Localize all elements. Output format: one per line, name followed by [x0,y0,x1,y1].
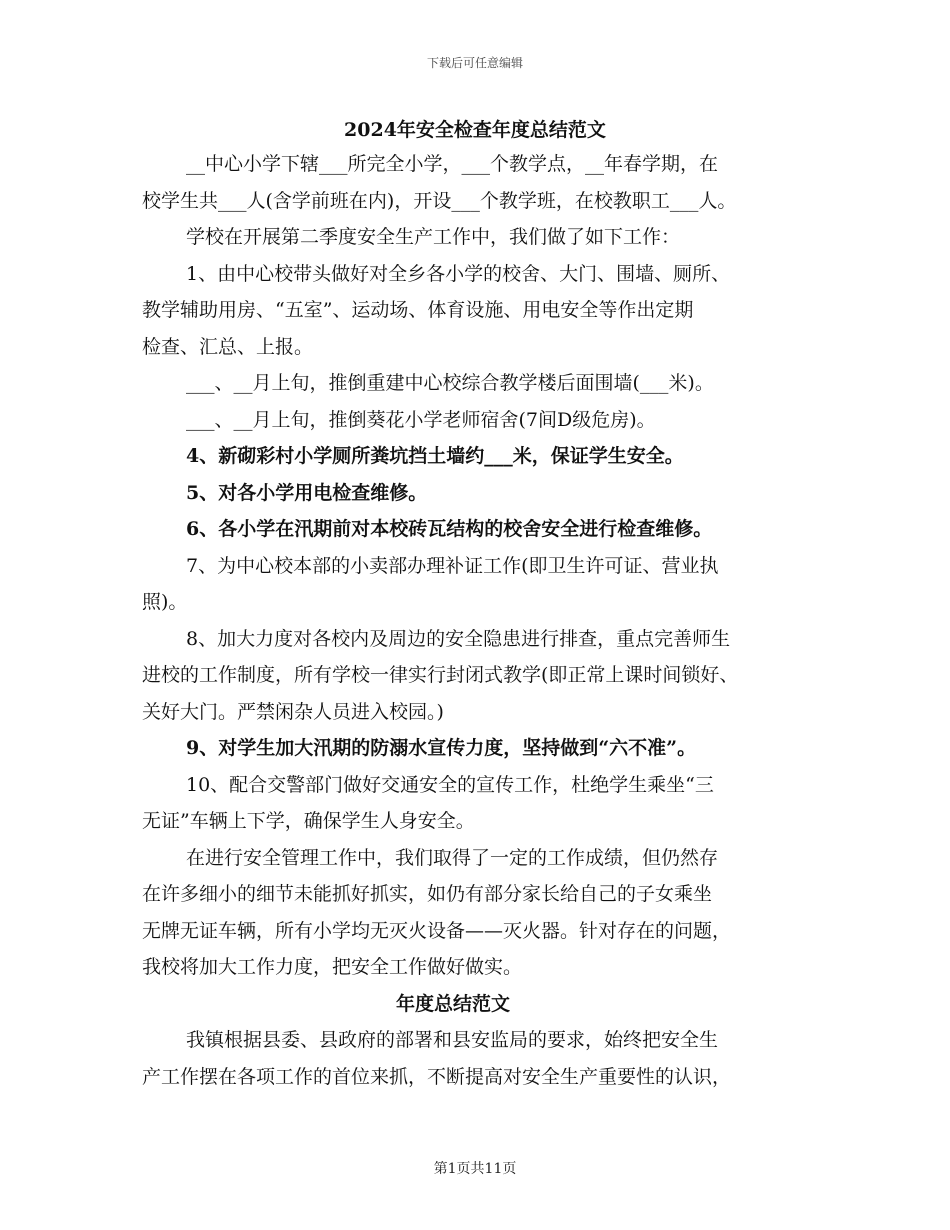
document-body [142,146,814,1095]
body-line: 1、由中心校带头做好对全乡各小学的校舍、大门、围墙、厕所、 [186,262,731,285]
body-line-bold: 4、新砌彩村小学厕所粪坑挡土墙约___米，保证学生安全。 [186,445,684,467]
body-line: ___、__月上旬，推倒葵花小学老师宿舍(7间D级危房)。 [186,408,656,431]
body-line: 10、配合交警部门做好交通安全的宣传工作，杜绝学生乘坐“三 [186,773,714,796]
body-line: 产工作摆在各项工作的首位来抓，不断提高对安全生产重要性的认识， [142,1065,732,1088]
document-title: 2024年安全检查年度总结范文 [344,119,606,141]
body-line: 在进行安全管理工作中，我们取得了一定的工作成绩，但仍然存 [186,846,719,869]
body-line: 检查、汇总、上报。 [142,335,314,358]
body-line: 8、加大力度对各校内及周边的安全隐患进行排查，重点完善师生 [186,627,731,650]
body-line: 我校将加大工作力度，把安全工作做好做实。 [142,956,523,978]
body-line: 学校在开展第二季度安全生产工作中，我们做了如下工作： [186,226,681,248]
body-line-bold: 9、对学生加大汛期的防溺水宣传力度，坚持做到“六不准”。 [186,737,697,759]
body-line: 在许多细小的细节未能抓好抓实，如仍有部分家长给自己的子女乘坐 [142,883,713,905]
body-line: 照)。 [142,591,188,613]
header-note: 下载后可任意编辑 [426,56,523,70]
body-line: __中心小学下辖___所完全小学，___个教学点，__年春学期，在 [186,153,719,175]
body-line: 进校的工作制度，所有学校一律实行封闭式教学(即正常上课时间锁好、 [142,664,739,686]
body-line-bold: 5、对各小学用电检查维修。 [186,481,428,504]
body-line: 无证”车辆上下学，确保学生人身安全。 [142,810,475,832]
body-line-bold: 6、各小学在汛期前对本校砖瓦结构的校舍安全进行检查维修。 [186,518,713,540]
body-line: 教学辅助用房、“五室”、运动场、体育设施、用电安全等作出定期 [142,299,694,321]
body-line: 校学生共___人(含学前班在内)，开设___个教学班，在校教职工___人。 [142,189,737,212]
page-number-footer: 第1页共11页 [433,1161,517,1177]
body-line: 我镇根据县委、县政府的部署和县安监局的要求，始终把安全生 [186,1029,719,1051]
section-heading: 年度总结范文 [395,992,510,1015]
body-line: 关好大门。严禁闲杂人员进入校园。) [142,700,444,723]
body-line: 7、为中心校本部的小卖部办理补证工作(即卫生许可证、营业执 [186,554,719,577]
body-line: 无牌无证车辆，所有小学均无灭火设备——灭火器。针对存在的问题， [142,919,732,942]
body-line: ___、__月上旬，推倒重建中心校综合教学楼后面围墙(___米)。 [186,372,714,394]
